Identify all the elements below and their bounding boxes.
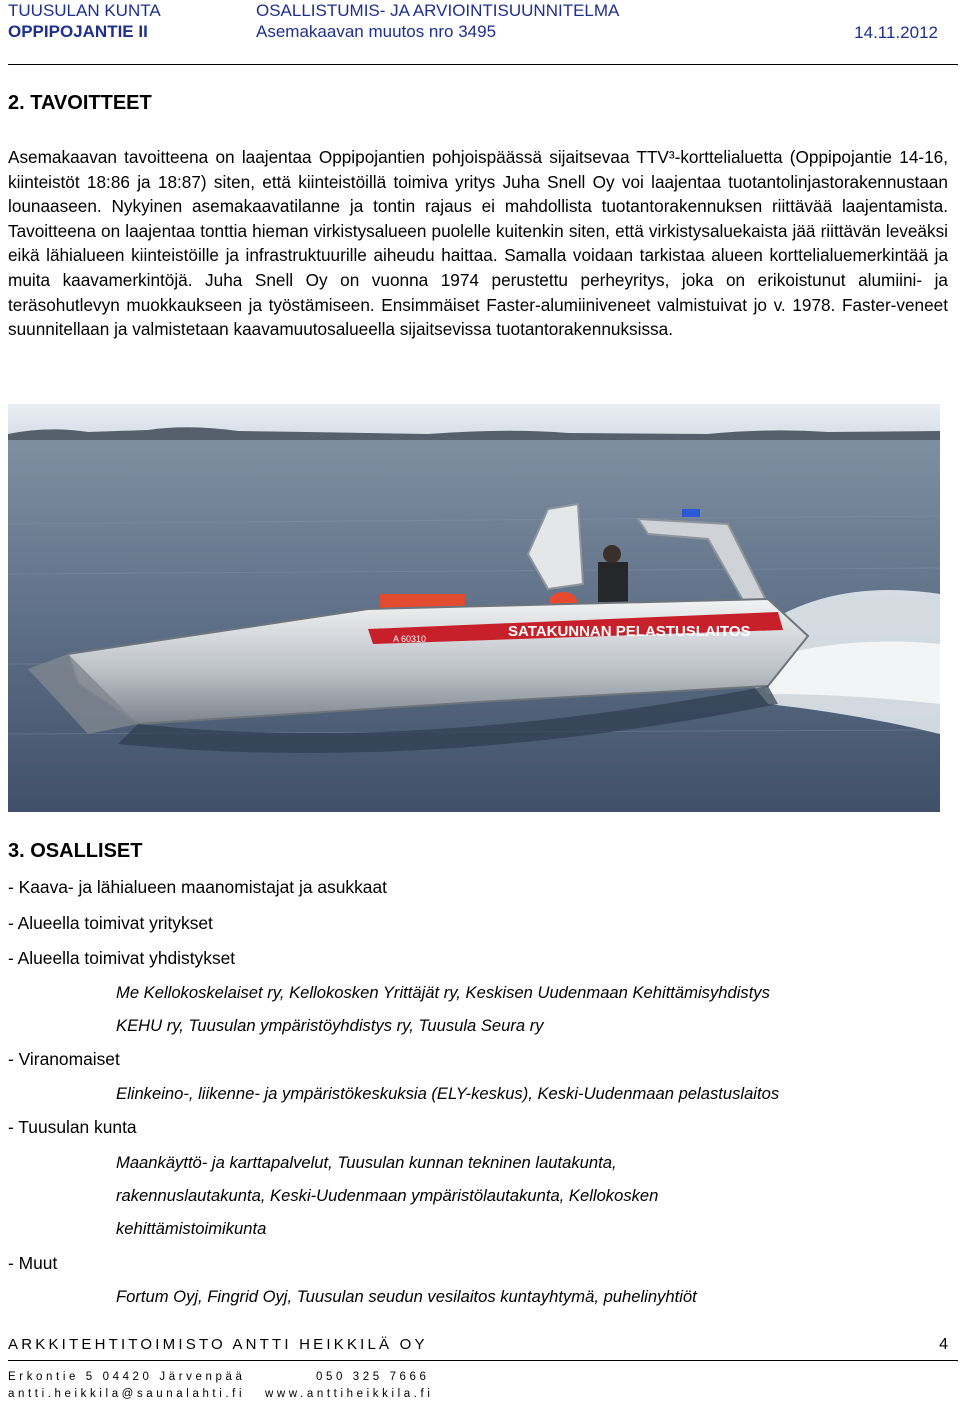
header-left bbox=[8, 0, 161, 42]
crew-body bbox=[598, 562, 628, 602]
participant-item: - Muut bbox=[8, 1253, 58, 1273]
footer-web: www.anttiheikkila.fi bbox=[265, 1388, 434, 1400]
header-doc-title: OSALLISTUMIS- JA ARVIOINTISUUNNITELMA bbox=[256, 1, 620, 20]
hull-registration: A 60310 bbox=[393, 634, 427, 644]
participant-item: - Viranomaiset bbox=[8, 1049, 120, 1069]
participant-item: - Alueella toimivat yritykset bbox=[8, 913, 213, 933]
header-project: OPPIPOJANTIE II bbox=[8, 22, 148, 41]
participant-subitem: rakennuslautakunta, Keski-Uudenmaan ympäristölautakunta, Kellokosken bbox=[116, 1186, 659, 1205]
footer-email: antti.heikkila@saunalahti.fi bbox=[8, 1388, 246, 1400]
participant-subitem: kehittämistoimikunta bbox=[116, 1219, 267, 1238]
participant-subitem: Me Kellokoskelaiset ry, Kellokosken Yrittäjät ry, Keskisen Uudenmaan Kehittämisyhdistys bbox=[116, 983, 770, 1002]
header-org: TUUSULAN KUNTA bbox=[8, 1, 161, 20]
footer-address: Erkontie 5 04420 Järvenpää bbox=[8, 1371, 246, 1383]
boat-photo-svg bbox=[8, 404, 940, 812]
participant-item: - Tuusulan kunta bbox=[8, 1117, 137, 1137]
footer-company: ARKKITEHTITOIMISTO ANTTI HEIKKILÄ OY bbox=[8, 1336, 428, 1353]
participant-subitem: Elinkeino-, liikenne- ja ympäristökeskuksia (ELY-keskus), Keski-Uudenmaan pelastuslaitos bbox=[116, 1084, 780, 1103]
hull-lettering: SATAKUNNAN PELASTUSLAITOS bbox=[508, 623, 751, 640]
footer-phone: 050 325 7666 bbox=[316, 1371, 430, 1383]
section3-heading: 3. OSALLISET bbox=[8, 840, 143, 862]
participant-subitem: Maankäyttö- ja karttapalvelut, Tuusulan kunnan tekninen lautakunta, bbox=[116, 1153, 617, 1172]
boat-photo bbox=[8, 404, 940, 812]
header-rule bbox=[8, 64, 958, 65]
footer-rule bbox=[8, 1360, 958, 1361]
participant-item: - Kaava- ja lähialueen maanomistajat ja asukkaat bbox=[8, 877, 387, 897]
header-plan-number: Asemakaavan muutos nro 3495 bbox=[256, 22, 497, 41]
section2-text: Asemakaavan tavoitteena on laajentaa Oppipojantien pohjoispäässä sijaitsevaa TTV³-korttelialuetta (Oppipojantie 14-16, kiinteistöt 18:86 ja 18:87) siten, että kiinteistöillä toimiva yritys Juha Snell Oy voi laajentaa tuotantolinjastorakennustaan lounaaseen. Nykyinen asemakaavatilanne ja tontin rajaus ei mahdollista tuotantorakennuksen riittävää laajentamista. Tavoitteena on laajentaa tonttia hieman virkistysalueen puolelle kuitenkin siten, että virkistysaluekaista jää riittävän leveäksi eikä lähialueen kiinteistöille ja infrastruktuurille aiheudu haittaa. Samalla voidaan tarkistaa alueen korttelialuemerkintää ja muita kaavamerkintöjä. Juha Snell Oy on vuonna 1974 perustettu perheyritys, joka on erikoistunut alumiini- ja teräsohutlevyn muokkaukseen ja työstämiseen. Ensimmäiset Faster-alumiiniveneet valmistuivat jo v. 1978. Faster-veneet suunnitellaan ja valmistetaan kaavamuutosalueella sijaitsevissa tuotantorakennuksissa. bbox=[8, 147, 948, 340]
page-number: 4 bbox=[939, 1336, 948, 1353]
participant-subitem: Fortum Oyj, Fingrid Oyj, Tuusulan seudun vesilaitos kuntayhtymä, puhelinyhtiöt bbox=[116, 1287, 697, 1306]
header-middle bbox=[256, 0, 619, 42]
section2-heading: 2. TAVOITTEET bbox=[8, 92, 152, 114]
participant-subitem: KEHU ry, Tuusulan ympäristöyhdistys ry, Tuusula Seura ry bbox=[116, 1016, 544, 1035]
participant-item: - Alueella toimivat yhdistykset bbox=[8, 948, 236, 968]
page-header bbox=[8, 0, 958, 48]
header-date: 14.11.2012 bbox=[854, 23, 938, 42]
blue-light bbox=[682, 509, 700, 517]
crew-head bbox=[603, 545, 621, 563]
